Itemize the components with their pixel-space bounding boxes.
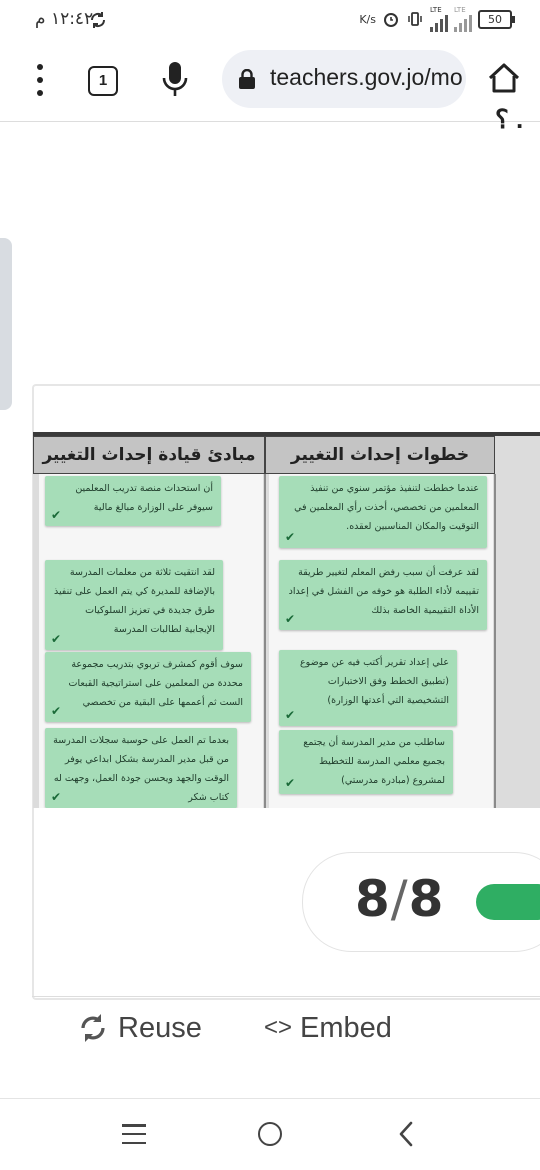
code-icon: <> [264,1014,293,1041]
card-text: لقد عرفت أن سبب رفض المعلم لتغيير طريقة تقييمه لأداء الطلبة هو خوفه من الفشل في إعداد الأداة التقييمية الخاصة بذلك [288,567,479,616]
vibrate-icon [406,10,424,28]
check-icon: ✔ [285,708,296,722]
nav-home-icon[interactable] [258,1122,282,1146]
check-icon: ✔ [51,790,62,804]
check-icon: ✔ [285,612,296,626]
answer-card[interactable] [45,652,251,722]
signal-icon [430,14,448,32]
sync-icon [88,10,108,30]
card-text: بعدما تم العمل على حوسبة سجلات المدرسة من قبل مدير المدرسة بشكل ابداعي يوفر الوقت والجهد ويحسن جودة العمل، وجهت له كتاب شكر [53,735,229,803]
battery-icon: 50 [478,10,512,29]
url-bar[interactable] [222,50,466,108]
mic-icon[interactable] [160,60,190,100]
data-speed-label: K/s [359,12,376,26]
network-type-label: LTE [430,5,442,14]
reuse-button[interactable] [76,1008,202,1048]
card-text: علي إعداد تقرير أكتب فيه عن موضوع (تطبيق الخطط وفق الاختبارات التشخيصية التي أعدتها الوزارة) [300,657,449,706]
embed-button[interactable] [264,1008,392,1048]
score-current: 8 [355,870,391,928]
refresh-icon [76,1011,110,1045]
status-time: ١٢:٤٢ م [35,9,94,29]
card-text: أن استحداث منصة تدريب المعلمين سيوفر على الوزارة مبالغ مالية [75,483,213,513]
worksheet-image [33,432,540,808]
signal-icon-2 [454,14,472,32]
toolbar-divider [0,121,540,122]
score-total: 8 [408,870,445,928]
check-icon: ✔ [51,704,62,718]
url-text: teachers.gov.jo/mo [270,64,463,90]
column-header-steps: خطوات إحداث التغيير [265,436,495,474]
lock-icon [238,69,256,89]
answer-card[interactable] [45,728,237,808]
alarm-icon [382,10,400,28]
answer-card[interactable] [45,476,221,526]
score-progress-bar [476,884,540,920]
column-header-principles: مبادئ قيادة إحداث التغيير [33,436,265,474]
side-drawer-handle[interactable] [0,238,12,410]
tabs-button[interactable]: 1 [88,66,118,96]
card-text: لقد انتقيت ثلاثة من معلمات المدرسة بالإضافة للمديرة كي يتم العمل على تنفيذ طرق جديدة في تعزيز السلوكيات الإيجابية لطالبات المدرسة [53,567,215,635]
column-divider [264,474,266,808]
column-divider-right [494,474,496,808]
check-icon: ✔ [51,632,62,646]
check-icon: ✔ [51,508,62,522]
answer-card[interactable] [279,476,487,548]
answer-card[interactable] [279,560,487,630]
more-vert-icon[interactable] [30,64,50,96]
back-icon[interactable] [396,1120,418,1148]
card-text: ساطلب من مدير المدرسة أن يجتمع بجميع معلمي المدرسة للتخطيط لمشروع (مبادرة مدرستي) [303,737,445,786]
check-icon: ✔ [285,776,296,790]
score-value [355,870,444,928]
page-bottom-divider [0,1098,540,1099]
embed-label: Embed [300,1011,392,1044]
network-type-label-2: LTE [454,5,466,14]
answer-card[interactable] [279,650,457,726]
footer-divider [32,996,540,997]
card-text: عندما خططت لتنفيذ مؤتمر سنوي من تنفيذ المعلمين من تخصصي، أخذت رأي المعلمين في التوقيت والمكان المناسبين لعقده. [294,483,479,532]
status-icons [359,6,512,32]
answer-card[interactable] [45,560,223,650]
reuse-label: Reuse [118,1011,202,1044]
recents-icon[interactable] [122,1124,146,1144]
check-icon: ✔ [285,530,296,544]
page-corner-text: ؟ . [495,104,524,134]
score-separator: / [390,870,409,928]
answer-card[interactable] [279,730,453,794]
card-text: سوف أقوم كمشرف تربوي بتدريب مجموعة محددة من المعلمين على استراتيجية القبعات الست ثم أعممها على البقية من تخصصي [68,659,243,708]
home-icon[interactable] [486,58,522,98]
